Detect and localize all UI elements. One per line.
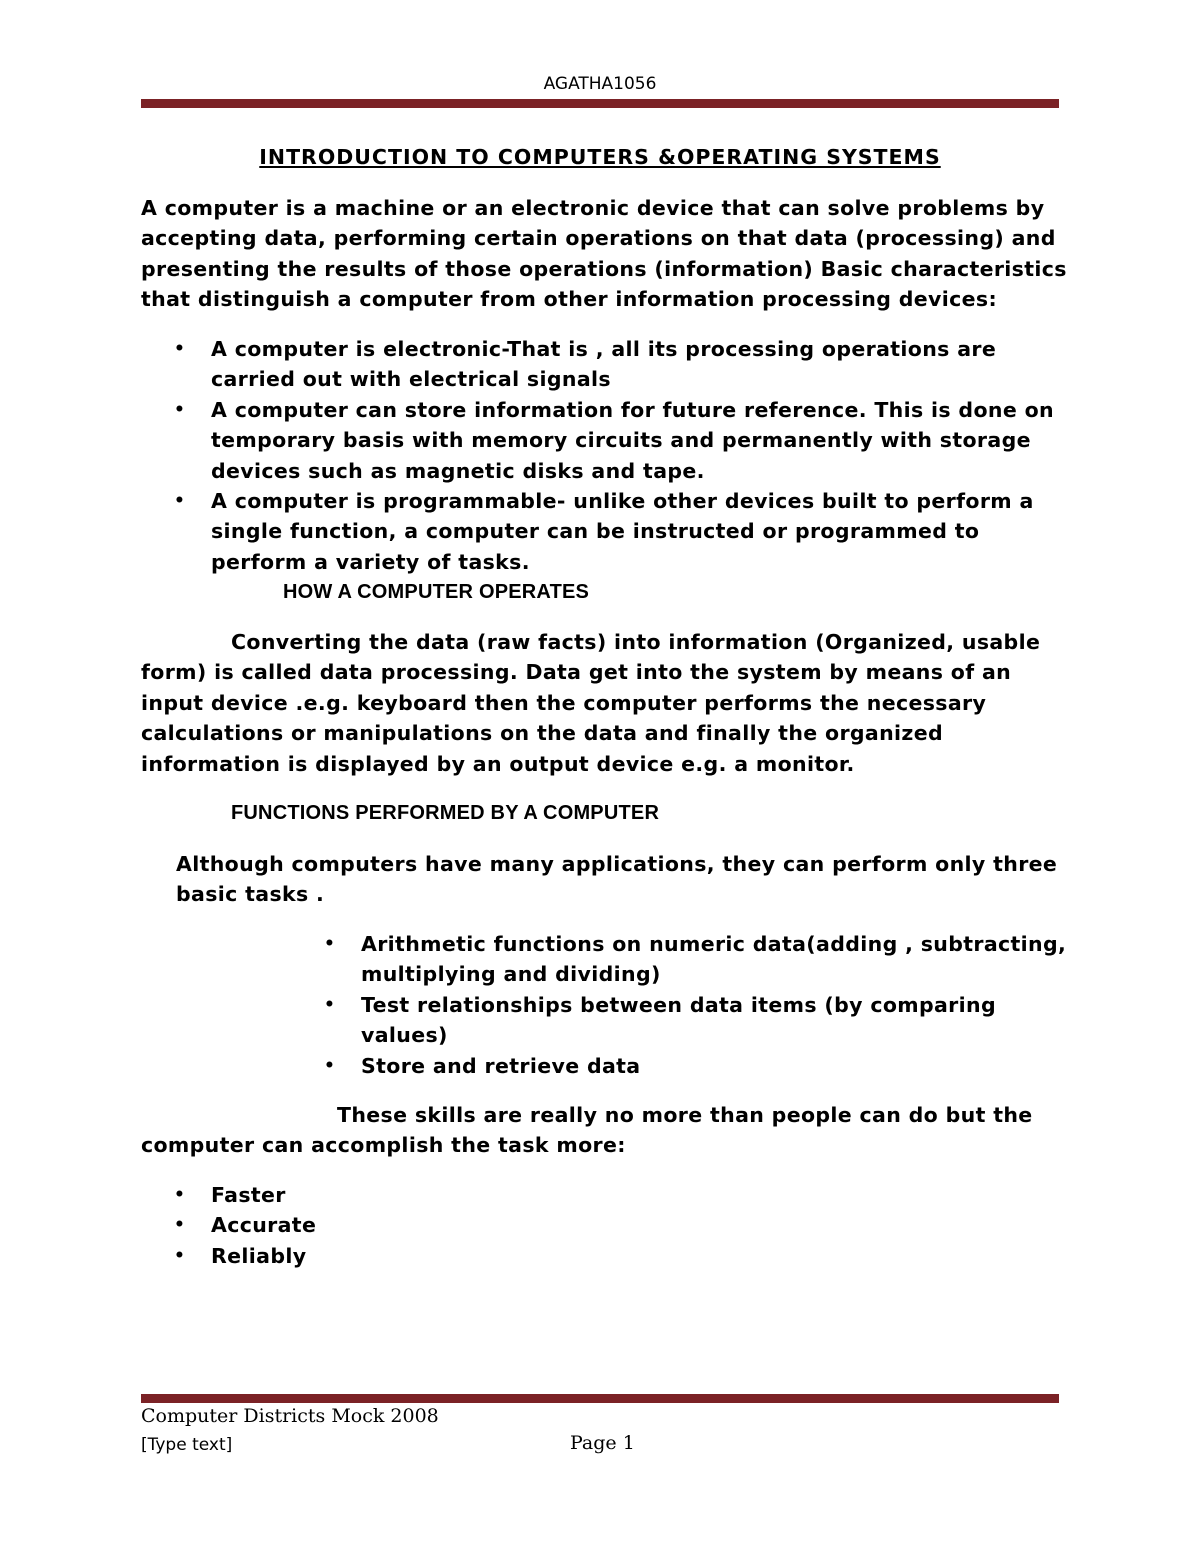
list-item	[324, 929, 1067, 990]
header-rule	[141, 99, 1059, 108]
list-item-line: Store and retrieve data	[361, 1053, 641, 1078]
how-line: calculations or manipulations on the data and finally the organized	[141, 721, 943, 746]
bullet-icon: •	[324, 1055, 336, 1076]
functions-heading: FUNCTIONS PERFORMED BY A COMPUTER	[231, 802, 660, 824]
how-line: form) is called data processing. Data get into the system by means of an	[141, 660, 1012, 685]
list-item-line: Accurate	[211, 1213, 317, 1238]
intro-line: accepting data, performing certain operations on that data (processing) and	[141, 226, 1056, 251]
footer-type-text: [Type text]	[141, 1435, 233, 1455]
characteristics-list	[174, 334, 1054, 577]
list-item-line: A computer can store information for future reference. This is done on	[211, 397, 1054, 422]
footer-title: Computer Districts Mock 2008	[141, 1405, 439, 1427]
intro-line: that distinguish a computer from other information processing devices:	[141, 287, 997, 312]
list-item-line: A computer is programmable- unlike other devices built to perform a	[211, 489, 1034, 514]
list-item-line: perform a variety of tasks.	[211, 549, 530, 574]
functions-intro-line: basic tasks .	[176, 882, 325, 907]
intro-line: presenting the results of those operations (information) Basic characteristics	[141, 256, 1067, 281]
list-item-line: carried out with electrical signals	[211, 367, 611, 392]
list-item-line: Test relationships between data items (by comparing	[361, 992, 996, 1017]
bullet-icon: •	[174, 491, 186, 512]
skills-paragraph	[141, 1100, 1033, 1161]
intro-line: A computer is a machine or an electronic device that can solve problems by	[141, 196, 1045, 220]
qualities-list	[174, 1180, 317, 1271]
how-line: information is displayed by an output device e.g. a monitor.	[141, 751, 855, 776]
bullet-icon: •	[174, 1245, 186, 1266]
list-item	[174, 1210, 317, 1240]
footer-rule	[141, 1394, 1059, 1403]
page-title: INTRODUCTION TO COMPUTERS &OPERATING SYSTEMS	[259, 145, 941, 169]
how-line: input device .e.g. keyboard then the computer performs the necessary	[141, 690, 987, 715]
list-item-line: devices such as magnetic disks and tape.	[211, 458, 705, 483]
skills-line: These skills are really no more than people can do but the	[337, 1103, 1033, 1127]
list-item	[174, 486, 1054, 577]
list-item	[324, 1051, 1066, 1081]
list-item	[174, 395, 1054, 486]
list-item-line: A computer is electronic-That is , all its processing operations are	[211, 337, 997, 361]
how-line: Converting the data (raw facts) into information (Organized, usable	[231, 630, 1041, 654]
bullet-icon: •	[174, 1215, 186, 1236]
list-item	[174, 1241, 316, 1271]
list-item-line: multiplying and dividing)	[361, 962, 661, 987]
bullet-icon: •	[324, 994, 336, 1015]
list-item	[174, 1180, 316, 1210]
skills-line: computer can accomplish the task more:	[141, 1133, 626, 1158]
intro-paragraph	[141, 193, 1067, 315]
page-number: Page 1	[570, 1432, 635, 1454]
how-heading: HOW A COMPUTER OPERATES	[283, 581, 590, 603]
list-item-line: temporary basis with memory circuits and permanently with storage	[211, 428, 1031, 453]
list-item-line: Arithmetic functions on numeric data(adding , subtracting,	[361, 932, 1067, 956]
functions-list	[324, 929, 1067, 1081]
bullet-icon: •	[324, 934, 336, 954]
header-text: AGATHA1056	[543, 74, 657, 94]
bullet-icon: •	[174, 339, 186, 359]
list-item	[324, 990, 1066, 1051]
functions-intro-line: Although computers have many applications, they can perform only three	[176, 852, 1058, 876]
list-item-line: Faster	[211, 1183, 286, 1207]
bullet-icon: •	[174, 1185, 186, 1205]
bullet-icon: •	[174, 399, 186, 420]
functions-intro	[176, 849, 1057, 910]
list-item-line: Reliably	[211, 1243, 307, 1268]
list-item-line: values)	[361, 1023, 448, 1048]
list-item-line: single function, a computer can be instructed or programmed to	[211, 519, 980, 544]
how-paragraph	[141, 627, 1040, 779]
list-item	[174, 334, 1054, 395]
